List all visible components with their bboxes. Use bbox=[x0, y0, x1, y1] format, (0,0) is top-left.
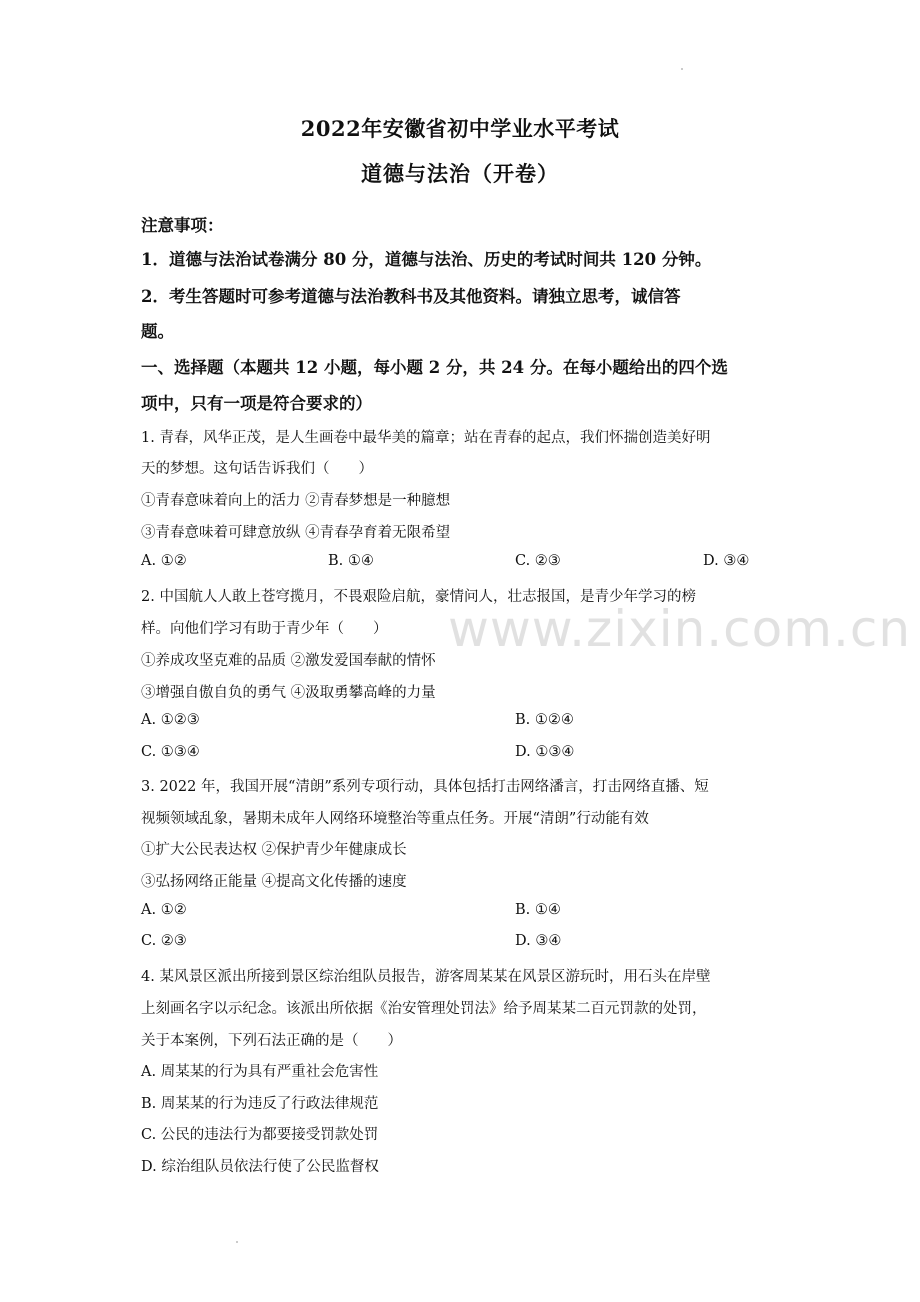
notice-item-2-line1: 2．考生答题时可参考道德与法治教科书及其他资料。请独立思考，诚信答 bbox=[141, 287, 681, 306]
q3-option-c: C. ②③ bbox=[141, 933, 187, 949]
q2-stem-line2: 样。向他们学习有助于青少年（ ） bbox=[141, 621, 388, 637]
section-heading-line1: 一、选择题（本题共 12 小题，每小题 2 分，共 24 分。在每小题给出的四个选 bbox=[141, 358, 728, 377]
q3-statement-1: ①扩大公民表达权 ②保护青少年健康成长 bbox=[141, 842, 407, 858]
watermark: www.zixin.com.cn bbox=[448, 600, 912, 658]
q4-stem-line3: 关于本案例，下列石法正确的是（ ） bbox=[141, 1033, 402, 1049]
q3-option-b: B. ①④ bbox=[515, 902, 561, 918]
exam-subtitle: 道德与法治（开卷） bbox=[361, 161, 559, 186]
section-heading-line2: 项中，只有一项是符合要求的） bbox=[141, 394, 372, 413]
q1-stem-line1: 1. 青春，风华正茂，是人生画卷中最华美的篇章；站在青春的起点，我们怀揣创造美好明 bbox=[141, 430, 711, 446]
q1-option-d: D. ③④ bbox=[703, 553, 750, 569]
scan-dot-bottom bbox=[236, 1241, 238, 1243]
q2-statement-1: ①养成攻坚克难的品质 ②激发爱国奉献的情怀 bbox=[141, 653, 436, 669]
q2-stem-line1: 2. 中国航人人敢上苍穹揽月，不畏艰险启航，豪情问人，壮志报国，是青少年学习的榜 bbox=[141, 589, 696, 605]
q1-stem-line2: 天的梦想。这句话告诉我们（ ） bbox=[141, 461, 373, 477]
q4-option-c: C. 公民的违法行为都要接受罚款处罚 bbox=[141, 1127, 379, 1143]
q3-option-a: A. ①② bbox=[141, 902, 187, 918]
q4-option-d: D. 综治组队员依法行使了公民监督权 bbox=[141, 1159, 379, 1175]
q2-statement-2: ③增强自傲自负的勇气 ④汲取勇攀高峰的力量 bbox=[141, 685, 436, 701]
q1-option-a: A. ①② bbox=[141, 553, 187, 569]
q3-statement-2: ③弘扬网络正能量 ④提高文化传播的速度 bbox=[141, 874, 407, 890]
notice-item-1: 1．道德与法治试卷满分 80 分，道德与法治、历史的考试时间共 120 分钟。 bbox=[141, 250, 712, 269]
q4-option-a: A. 周某某的行为具有严重社会危害性 bbox=[141, 1064, 379, 1080]
scan-dot-top bbox=[681, 68, 683, 70]
q3-stem-line2: 视频领域乱象，暑期未成年人网络环境整治等重点任务。开展“清朗”行动能有效 bbox=[141, 811, 649, 827]
q3-option-d: D. ③④ bbox=[515, 933, 562, 949]
q4-stem-line2: 上刻画名字以示纪念。该派出所依据《治安管理处罚法》给予周某某二百元罚款的处罚， bbox=[141, 1001, 707, 1017]
q3-stem-line1: 3. 2022 年，我国开展“清朗”系列专项行动，具体包括打击网络潘言，打击网络直播、短 bbox=[141, 779, 709, 795]
q4-option-b: B. 周某某的行为违反了行政法律规范 bbox=[141, 1096, 379, 1112]
q2-option-a: A. ①②③ bbox=[141, 712, 200, 728]
notice-heading: 注意事项： bbox=[141, 216, 224, 235]
q1-statement-2: ③青春意味着可肆意放纵 ④青春孕育着无限希望 bbox=[141, 525, 451, 541]
q2-option-d: D. ①③④ bbox=[515, 744, 575, 760]
q4-stem-line1: 4. 某风景区派出所接到景区综治组队员报告，游客周某某在风景区游玩时，用石头在岸壁 bbox=[141, 969, 711, 985]
q1-statement-1: ①青春意味着向上的活力 ②青春梦想是一种臆想 bbox=[141, 493, 451, 509]
q2-option-c: C. ①③④ bbox=[141, 744, 200, 760]
q1-option-b: B. ①④ bbox=[328, 553, 374, 569]
exam-title: 2022年安徽省初中学业水平考试 bbox=[300, 116, 620, 141]
q1-option-c: C. ②③ bbox=[515, 553, 561, 569]
notice-item-2-line2: 题。 bbox=[141, 322, 174, 341]
q2-option-b: B. ①②④ bbox=[515, 712, 574, 728]
